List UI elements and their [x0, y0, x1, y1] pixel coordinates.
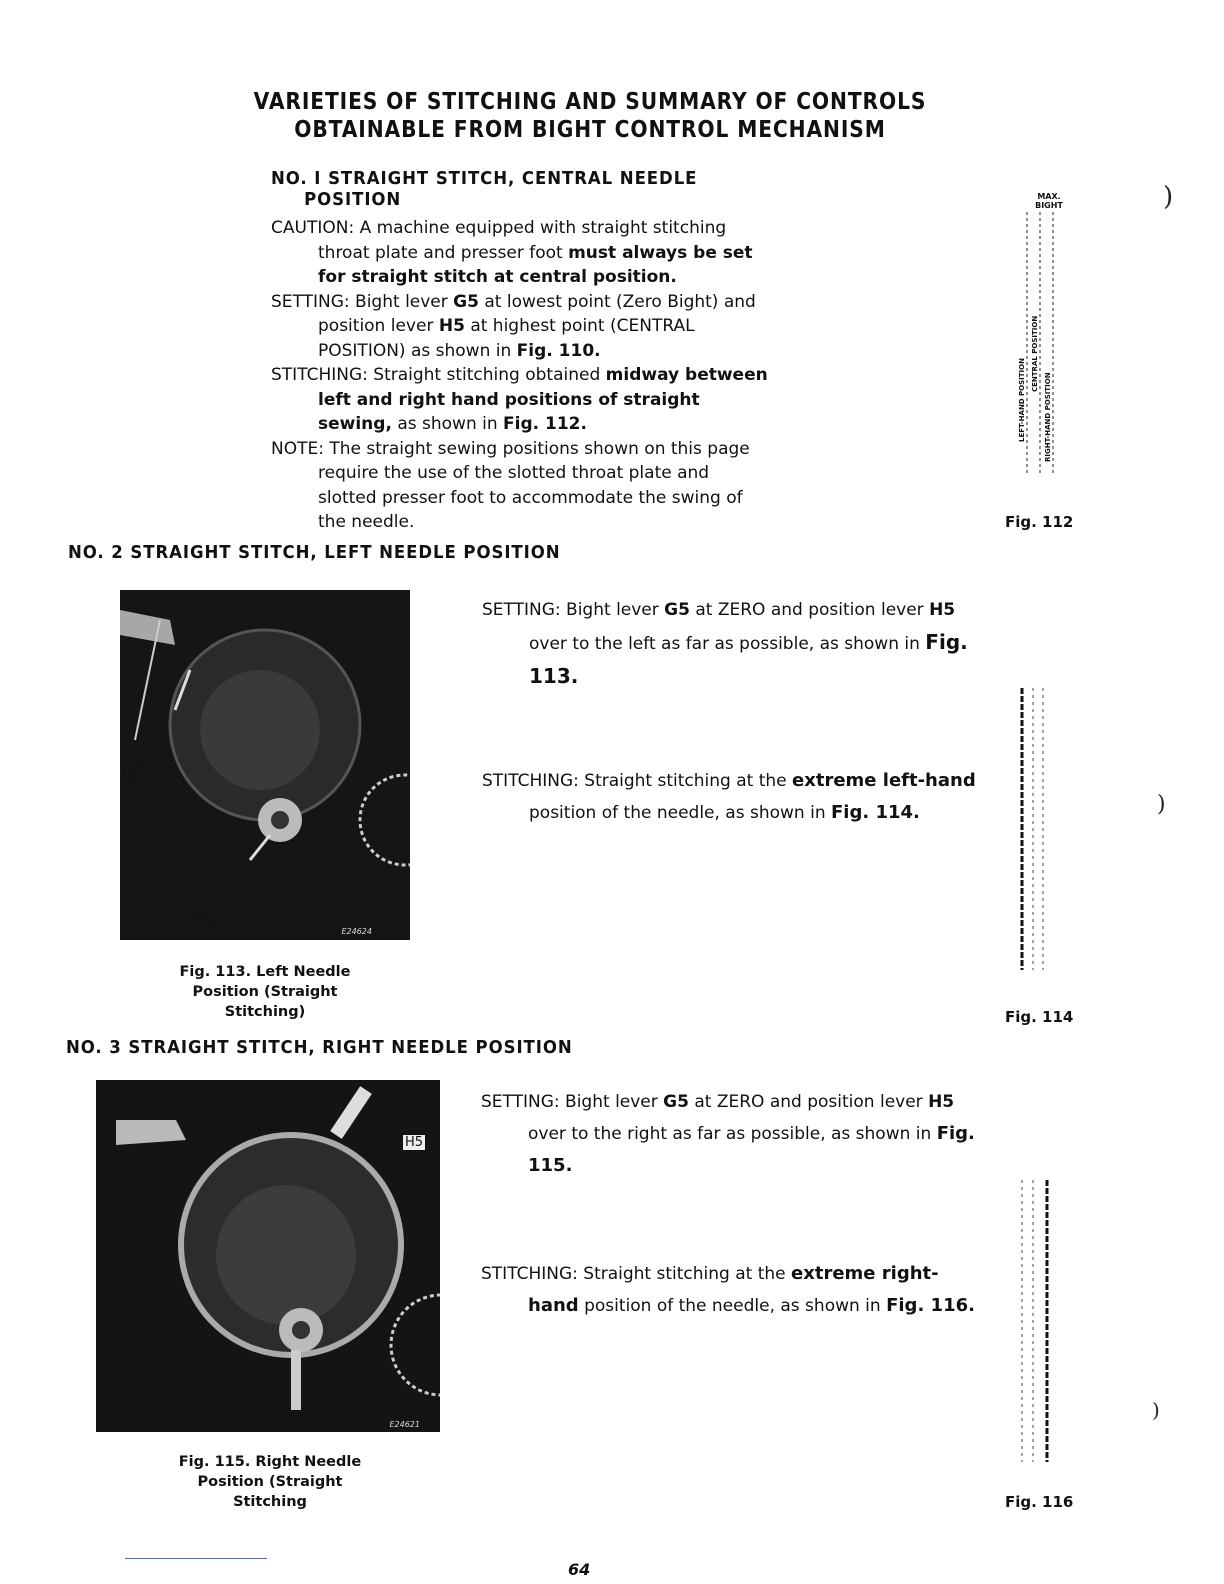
fig115-photo-drawing: [96, 1080, 440, 1432]
fig112-stitch-diagram: [1010, 192, 1070, 482]
photo-code: E24624: [341, 927, 372, 936]
section2-heading: NO. 2 STRAIGHT STITCH, LEFT NEEDLE POSITION: [68, 542, 561, 563]
section2-setting: SETTING: Bight lever G5 at ZERO and position lever H5 over to the left as far as possible, as shown in Fig. 113.: [482, 600, 968, 688]
fig113-photo-drawing: [120, 590, 410, 940]
note-paragraph: NOTE: The straight sewing positions shown on this page require the use of the slotted throat plate and slotted presser foot to accommodate the swing of the needle.: [271, 438, 750, 532]
section3-stitching: STITCHING: Straight stitching at the extreme right-hand position of the needle, as shown in Fig. 116.: [481, 1263, 975, 1316]
fig113-photo: [120, 590, 410, 940]
fig114-stitch-diagram: [1012, 688, 1052, 973]
section3-setting: SETTING: Bight lever G5 at ZERO and position lever H5 over to the right as far as possible, as shown in Fig. 115.: [481, 1092, 975, 1176]
section2-stitching: STITCHING: Straight stitching at the extreme left-hand position of the needle, as shown in Fig. 114.: [482, 770, 976, 823]
setting-paragraph: SETTING: Bight lever G5 at lowest point (Zero Bight) and position lever H5 at highest point (CENTRAL POSITION) as shown in Fig. 110.: [271, 291, 756, 361]
title-line-1: VARIETIES OF STITCHING AND SUMMARY OF CONTROLS: [253, 89, 927, 115]
margin-mark: ): [1152, 1398, 1160, 1422]
center-position-label: CENTRAL POSITION: [1031, 315, 1039, 392]
section1-heading-line2: POSITION: [304, 189, 402, 210]
g5-callout: G5: [192, 910, 212, 926]
section3-heading: NO. 3 STRAIGHT STITCH, RIGHT NEEDLE POSITION: [66, 1037, 573, 1058]
fig114-label: Fig. 114: [1005, 1008, 1074, 1026]
fig116-stitch-diagram: [1014, 1180, 1054, 1465]
page-number: 64: [568, 1560, 591, 1579]
page-title: [247, 88, 933, 144]
section1-body: [271, 216, 768, 535]
footer-rule: [125, 1558, 267, 1559]
stitching-paragraph: STITCHING: Straight stitching obtained midway between left and right hand positions of straight sewing, as shown in Fig. 112.: [271, 365, 768, 434]
photo-code: E24621: [389, 1420, 420, 1429]
section1-heading-line1: NO. I STRAIGHT STITCH, CENTRAL NEEDLE: [271, 168, 698, 189]
title-line-2: OBTAINABLE FROM BIGHT CONTROL MECHANISM: [294, 117, 886, 143]
h5-callout: H5: [402, 1134, 426, 1151]
section1-heading: [271, 168, 697, 210]
left-position-label: LEFT-HAND POSITION: [1018, 358, 1026, 442]
g5-callout: G5: [200, 1412, 220, 1428]
fig115-photo: [96, 1080, 440, 1432]
caution-paragraph: CAUTION: A machine equipped with straight stitching throat plate and presser foot must always be set for straight stitch at central position.: [271, 218, 753, 287]
fig112-label: Fig. 112: [1005, 513, 1074, 531]
fig113-caption: Fig. 113. Left Needle Position (Straight Stitching): [179, 964, 351, 1020]
margin-mark: ): [1163, 182, 1174, 212]
max-bight-label: MAX. BIGHT: [1035, 192, 1063, 210]
margin-mark: ): [1157, 792, 1166, 817]
right-position-label: RIGHT-HAND POSITION: [1044, 372, 1052, 462]
fig115-caption: Fig. 115. Right Needle Position (Straight Stitching: [178, 1454, 362, 1510]
fig116-label: Fig. 116: [1005, 1493, 1074, 1511]
h5-callout: H5: [122, 765, 142, 781]
